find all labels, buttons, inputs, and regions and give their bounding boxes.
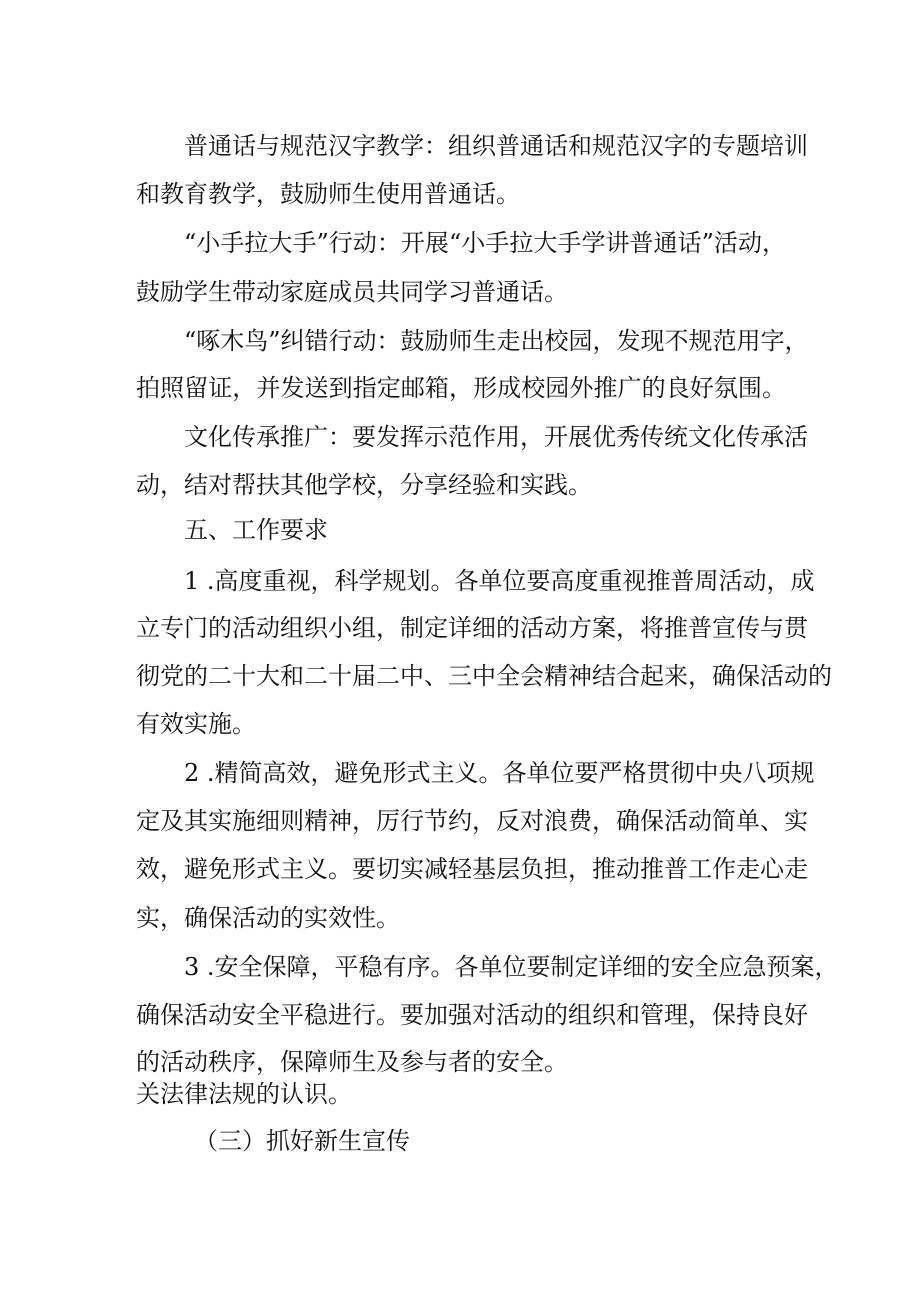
paragraph-line: 3 .安全保障，平稳有序。各单位要制定详细的安全应急预案， <box>184 953 839 981</box>
paragraph-line: 文化传承推广：要发挥示范作用，开展优秀传统文化传承活 <box>184 423 808 451</box>
paragraph-line: 2 .精简高效，避免形式主义。各单位要严格贯彻中央八项规 <box>184 759 815 787</box>
paragraph-line: 1 .高度重视，科学规划。各单位要高度重视推普周活动，成 <box>184 567 815 595</box>
paragraph-line: 关法律法规的认识。 <box>136 1080 352 1108</box>
paragraph-line: 的活动秩序，保障师生及参与者的安全。 <box>136 1048 568 1076</box>
paragraph-line: 和教育教学，鼓励师生使用普通话。 <box>136 180 520 208</box>
paragraph-line: 确保活动安全平稳进行。要加强对活动的组织和管理，保持良好 <box>136 1001 808 1029</box>
paragraph-line: “小手拉大手”行动：开展“小手拉大手学讲普通话”活动， <box>184 229 786 257</box>
paragraph-line: “啄木鸟”纠错行动：鼓励师生走出校园，发现不规范用字， <box>184 327 809 355</box>
paragraph-line: 动，结对帮扶其他学校，分享经验和实践。 <box>136 471 592 499</box>
paragraph-line: 拍照留证，并发送到指定邮箱，形成校园外推广的良好氛围。 <box>136 374 786 402</box>
paragraph-line: 定及其实施细则精神，厉行节约，反对浪费，确保活动简单、实 <box>136 807 808 835</box>
subsection-heading: （三）抓好新生宣传 <box>194 1127 410 1155</box>
paragraph-line: 有效实施。 <box>136 710 256 738</box>
paragraph-line: 鼓励学生带动家庭成员共同学习普通话。 <box>136 278 568 306</box>
paragraph-line: 实，确保活动的实效性。 <box>136 904 400 932</box>
paragraph-line: 普通话与规范汉字教学：组织普通话和规范汉字的专题培训 <box>184 132 808 160</box>
paragraph-line: 立专门的活动组织小组，制定详细的活动方案，将推普宣传与贯 <box>136 614 808 642</box>
paragraph-line: 效，避免形式主义。要切实减轻基层负担，推动推普工作走心走 <box>136 855 808 883</box>
paragraph-line: 彻党的二十大和二十届二中、三中全会精神结合起来，确保活动的 <box>136 662 832 690</box>
section-heading: 五、工作要求 <box>184 516 328 544</box>
